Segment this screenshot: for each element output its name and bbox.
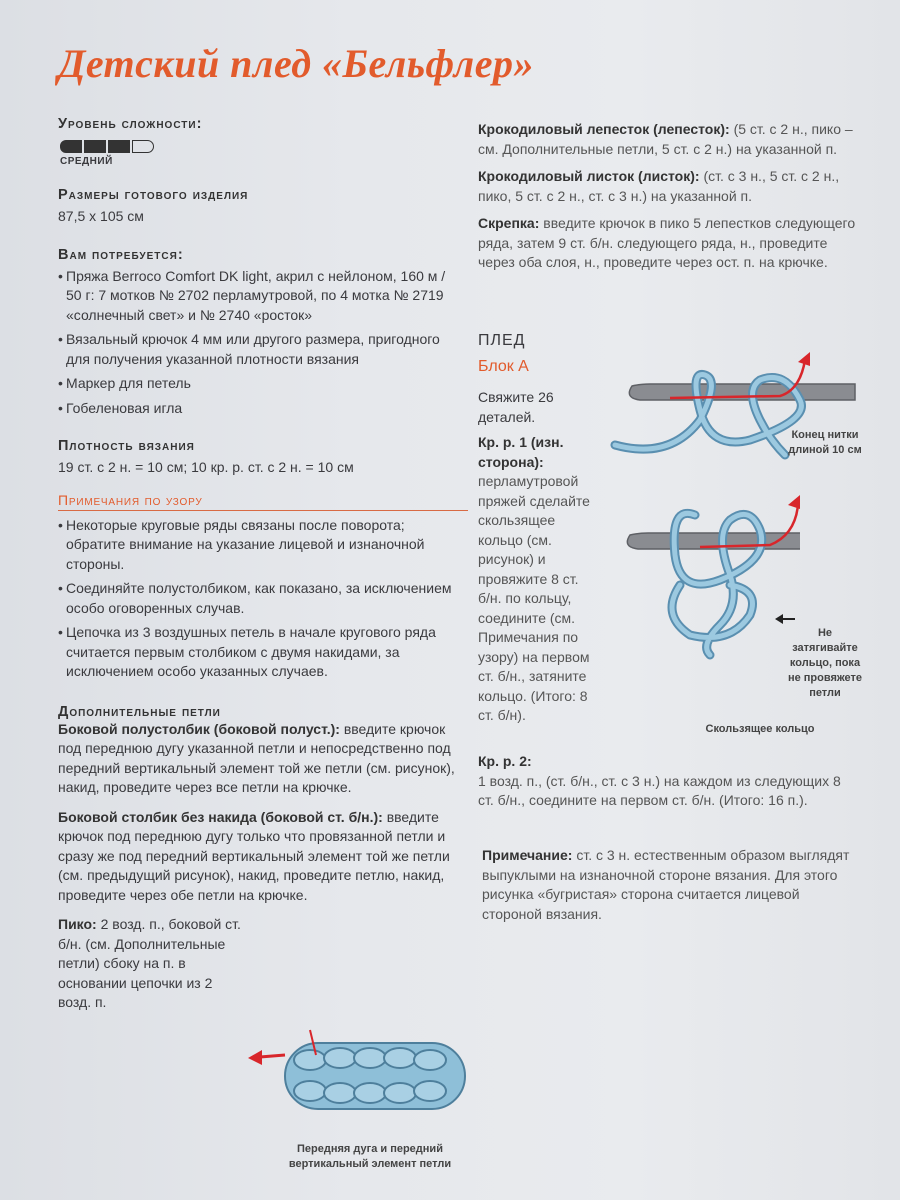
list-item: • Маркер для петель — [58, 374, 458, 394]
side-slst-paragraph — [58, 720, 458, 798]
slip-ring-caption: Скользящее кольцо — [705, 723, 815, 735]
arrow-up-icon — [798, 352, 810, 366]
left-column — [58, 116, 458, 1023]
difficulty-segment — [108, 140, 130, 153]
dont-tighten-caption: Не затягивайте кольцо, пока не провяжете петли — [787, 627, 863, 699]
difficulty-segment — [132, 140, 154, 153]
list-item: • Соединяйте полустолбиком, как показано, за исключением особо оговоренных случав. — [58, 579, 458, 618]
side-sc-text: введите крючок под переднюю дугу только что провязанной петли и сразу же под передний вертикальный элемент той же петли (см. предыдущий рисунок), накид, проведите петлю, накид, проведите через обе петли на крючке. — [58, 808, 450, 903]
list-item: • Некоторые круговые ряды связаны после поворота; обратите внимание на указание лицевой и изнаночной стороны. — [58, 516, 458, 575]
clip-text: введите крючок в пико 5 лепестков следующего ряда, затем 9 ст. б/н. следующего ряда, н., проведите через оба слоя, н., проведите через ост. п. на крючке. — [478, 215, 856, 270]
round2-heading: Кр. р. 2: — [478, 753, 532, 769]
arrow-line — [260, 1055, 285, 1057]
gauge-value: 19 ст. с 2 н. = 10 см; 10 кр. р. ст. с 2 н. = 10 см — [58, 459, 354, 475]
picot-paragraph — [58, 915, 248, 1013]
note-heading: Примечание: — [482, 847, 573, 863]
croc-leaf-text: (ст. с 3 н., 5 ст. с 2 н., пико, 5 ст. с 2 н., ст. с 3 н.) на указанной п. — [478, 168, 840, 204]
size-heading: Размеры готового изделия — [58, 187, 249, 203]
side-sc-name: Боковой столбик без накида (боковой ст. б/н.): — [58, 808, 383, 825]
clip-paragraph — [478, 214, 858, 273]
round2-block — [478, 752, 858, 821]
difficulty-meter — [60, 140, 458, 153]
side-slst-text: введите крючок под переднюю дугу указанной петли и непосредственно под передний вертикальный элемент той же петли (см. рисунок), накид, проведите через все петли на крючке. — [58, 720, 455, 795]
difficulty-heading: Уровень сложности: — [58, 116, 203, 132]
materials-list — [58, 267, 458, 419]
block-heading: Блок А — [478, 358, 529, 375]
materials-heading: Вам потребуется: — [58, 246, 184, 263]
note-text: ст. с 3 н. естественным образом выглядят выпуклыми на изнаночной стороне вязания. Для этого рисунка «бугристая» сторона считается лицевой стороной вязания. — [482, 847, 850, 922]
make-text: Свяжите 26 деталей. — [478, 389, 554, 425]
list-item: • Вязальный крючок 4 мм или другого размера, пригодного для получения указанной плотности вязания — [58, 330, 458, 369]
extra-stitches-heading: Дополнительные петли — [58, 703, 221, 720]
pattern-notes-heading: Примечания по узору — [58, 492, 468, 511]
arrow-left-icon — [248, 1050, 262, 1065]
arrow-up-icon — [788, 495, 800, 509]
difficulty-label: СРЕДНИЙ — [60, 156, 113, 167]
croc-leaf-name: Крокодиловый листок (листок): — [478, 168, 700, 184]
round2-text: 1 возд. п., (ст. б/н., ст. с 3 н.) на каждом из следующих 8 ст. б/н., соедините на первом ст. б/н. (Итого: 16 п.). — [478, 772, 841, 808]
right-column — [478, 120, 858, 283]
croc-petal-name: Крокодиловый лепесток (лепесток): — [478, 121, 730, 137]
croc-petal-text: (5 ст. с 2 н., пико – см. Дополнительные петли, 5 ст. с 2 н.) на указанной п. — [478, 121, 853, 157]
tail-caption: Конец нитки длиной 10 см — [788, 429, 862, 456]
round1-paragraph — [478, 433, 590, 726]
picot-name: Пико: — [58, 916, 97, 932]
side-slst-name: Боковой полустолбик (боковой полуст.): — [58, 720, 340, 737]
round1-text: перламутровой пряжей сделайте скользящее кольцо (см. рисунок) и провяжите 8 ст. б/н. по кольцу, соедините (см. Примечания по узору) на первом ст. б/н., затяните кольцо. (Итого: 8 ст. б/н). — [478, 473, 590, 723]
difficulty-segment — [60, 140, 82, 153]
difficulty-segment — [84, 140, 106, 153]
blanket-heading: ПЛЕД — [478, 332, 526, 349]
round1-heading: Кр. р. 1 (изн. сторона): — [478, 434, 564, 470]
page-title: Детский плед «Бельфлер» — [58, 41, 534, 86]
note-paragraph — [482, 846, 857, 924]
picot-text: 2 возд. п., боковой ст. б/н. (см. Дополнительные петли) сбоку на п. в основании цепочки из 2 возд. п. — [58, 916, 241, 1010]
chain-caption: Передняя дуга и передний вертикальный элемент петли — [288, 1143, 452, 1170]
arrow-left-icon — [775, 612, 795, 626]
side-sc-paragraph — [58, 808, 458, 906]
list-item: • Гобеленовая игла — [58, 399, 458, 419]
list-item: • Цепочка из 3 воздушных петель в начале кругового ряда считается первым столбиком с двумя накидами, за исключением особо указанных случаев. — [58, 623, 458, 682]
clip-name: Скрепка: — [478, 215, 540, 231]
list-item: • Пряжа Berroco Comfort DK light, акрил с нейлоном, 160 м / 50 г: 7 мотков № 2702 перламутровой, по 4 мотка № 2719 «солнечный свет» и № 2740 «росток» — [58, 267, 458, 326]
chain-stitch-illustration — [240, 1025, 480, 1125]
block-instructions — [478, 388, 590, 726]
croc-petal-paragraph — [478, 120, 858, 159]
gauge-heading: Плотность вязания — [58, 438, 195, 454]
slip-ring-step2-illustration — [620, 495, 800, 665]
size-value: 87,5 х 105 см — [58, 208, 144, 224]
pattern-notes-list — [58, 516, 458, 682]
croc-leaf-paragraph — [478, 167, 858, 206]
